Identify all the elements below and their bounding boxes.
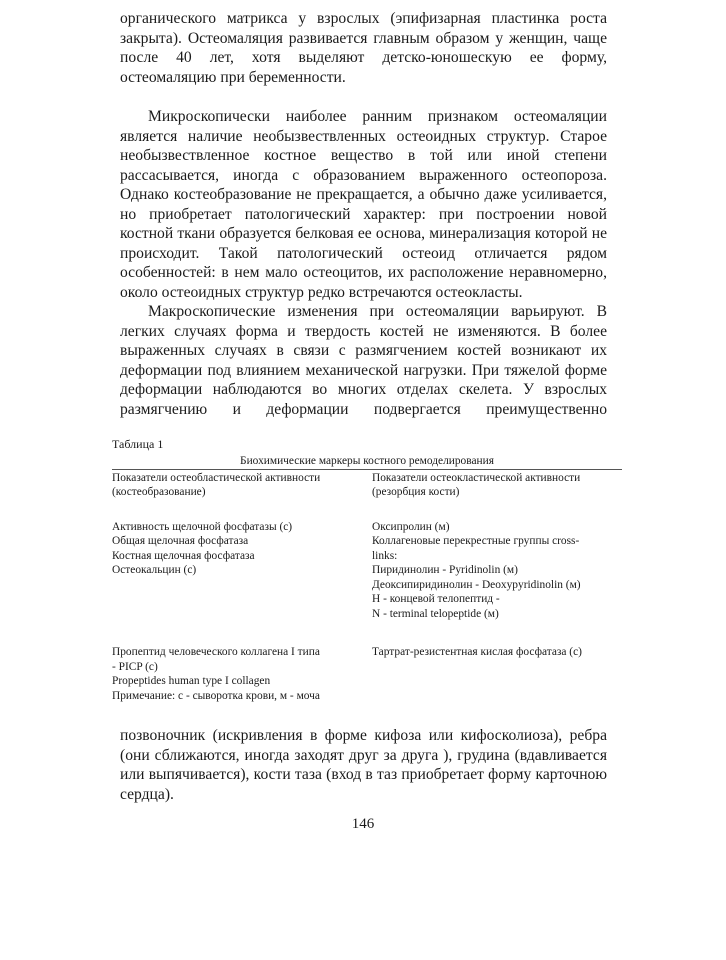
table-cell-line: Коллагеновые перекрестные группы cross- [372,535,580,547]
header-osteoblastic [112,471,366,500]
table-row [112,520,622,622]
cell-resorption-markers [372,520,622,622]
paragraph-deformations: позвоночник (искривления в форме кифоза или кифосколиоза), ребра (они сближаются, иногда заходят друг за друга ), грудина (вдавливается или выпячивается), кости таза (вход в таз приобретает форму карточною сердца). [120,727,607,803]
table-cell-line: Костная щелочная фосфатаза [112,549,255,562]
page-number: 146 [351,816,375,832]
table-cell-line: Общая щелочная фосфатаза [112,535,249,547]
table-cell-line: Активность щелочной фосфатазы (с) [112,520,293,533]
table-cell-line: Пропептид человеческого коллагена I типа [112,646,320,658]
cell-tartrate-phosphatase [372,645,622,703]
table-cell-line: Н - концевой телопептид - [372,593,500,605]
header-cell-line: (резорбция кости) [372,486,460,498]
table-cell-line: Остеокальцин (с) [112,564,197,576]
paragraph-macroscopy: Макроскопические изменения при остеомаляции варьируют. В легких случаях форма и твердость костей не изменяются. В более выраженных случаях в связи с размягчением костей возникают их деформации под влиянием механической нагрузки. При тяжелой форме деформации наблюдаются во многих отделах скелета. У взрослых размягчению и деформации подвергается преимущественно [120,303,607,418]
table-note: Примечание: с - сыворотка крови, м - моча [112,689,320,702]
table-caption: Таблица 1 [112,437,164,451]
table-title: Биохимические маркеры костного ремоделирования [240,455,494,467]
table-cell-line: - PICP (c) [112,660,158,673]
table-cell-line: Оксипролин (м) [372,520,450,533]
header-cell-line: Показатели остеобластической активности [112,471,321,484]
table-cell-line: Пиридинолин - Pyridinolin (м) [372,564,518,576]
table-cell-line: links: [372,549,398,562]
header-cell-line: (костеобразование) [112,486,206,498]
table-cell-line: Propeptides human type I collagen [112,675,271,687]
table-header-row [112,471,622,500]
table-row [112,645,622,703]
cell-propeptide [112,645,366,703]
table-top-rule [112,469,622,470]
table-cell-line: Деоксипиридинолин - Deoxypyridinolin (м) [372,578,581,591]
cell-formation-markers [112,520,366,622]
table-cell-line: Тартрат-резистентная кислая фосфатаза (с) [372,646,582,658]
table-spacer [112,621,622,645]
paragraph-microscopy: Микроскопически наиболее ранним признаком остеомаляции является наличие необызвествленных остеоидных структур. Старое необызвествленное костное вещество в той или иной степени рассасывается, иногда с образованием выраженного остеопороза. Однако костеобразование не прекращается, а обычно даже усиливается, но приобретает патологический характер: при построении новой костной ткани образуется белковая ее основа, минерализация которой не происходит. Такой патологический остеоид отличается рядом особенностей: в нем мало остеоцитов, их расположение неравномерно, около остеоидных структур редко встречаются остеокласты. [120,108,607,301]
paragraph-osteomalacia-intro: органического матрикса у взрослых (эпифизарная пластинка роста закрыта). Остеомаляция развивается главным образом у женщин, чаще после 40 лет, хотя выделяют детско-юношескую ее форму, остеомаляцию при беременности. [120,10,607,86]
biochemical-markers-table [112,454,622,703]
table-spacer [112,500,622,520]
header-cell-line: Показатели остеокластической активности [372,471,581,484]
table-cell-line: N - terminal telopeptide (м) [372,607,499,620]
header-osteoclastic [372,471,622,500]
